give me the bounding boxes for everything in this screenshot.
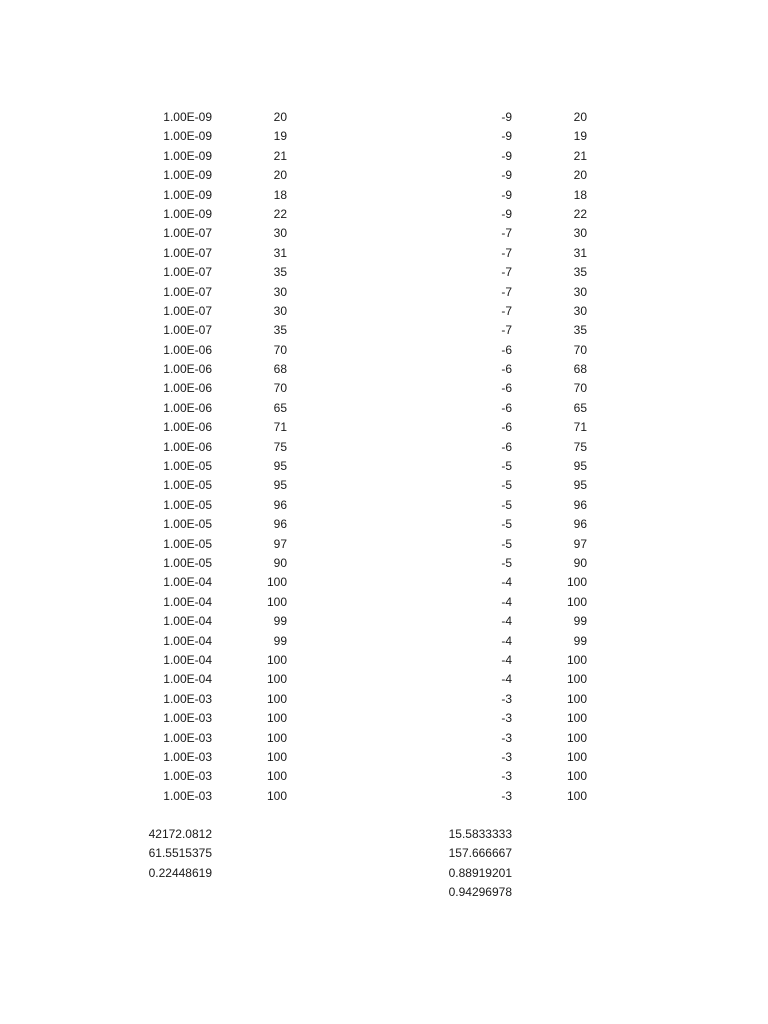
- log-concentration-column: [460, 108, 512, 806]
- response-a-cell[interactable]: 18: [273, 187, 287, 202]
- response-a-cell[interactable]: 31: [273, 245, 287, 260]
- log-concentration-cell[interactable]: -9: [501, 168, 512, 183]
- response-b-cell[interactable]: 96: [573, 497, 587, 512]
- concentration-cell[interactable]: 1.00E-05: [163, 459, 212, 474]
- log-concentration-cell[interactable]: -4: [501, 575, 512, 590]
- log-concentration-cell[interactable]: -5: [501, 555, 512, 570]
- response-a-cell[interactable]: 30: [273, 284, 287, 299]
- concentration-cell[interactable]: 1.00E-05: [163, 478, 212, 493]
- concentration-cell[interactable]: 1.00E-07: [163, 245, 212, 260]
- response-a-cell[interactable]: 99: [273, 614, 287, 629]
- response-a-cell[interactable]: 19: [273, 129, 287, 144]
- stats-right-cell[interactable]: 15.5833333: [448, 827, 512, 841]
- log-concentration-cell[interactable]: -7: [501, 303, 512, 318]
- response-b-cell[interactable]: 20: [573, 110, 587, 124]
- response-b-cell[interactable]: 30: [573, 284, 587, 299]
- stats-left-block: [120, 825, 212, 883]
- concentration-column: [130, 108, 212, 806]
- stats-left-cell[interactable]: 42172.0812: [148, 827, 212, 841]
- response-b-cell[interactable]: 95: [573, 459, 587, 474]
- response-a-cell[interactable]: 65: [273, 400, 287, 415]
- response-b-cell[interactable]: 19: [573, 129, 587, 144]
- response-b-cell[interactable]: 100: [566, 672, 587, 687]
- concentration-cell[interactable]: 1.00E-04: [163, 575, 212, 590]
- response-b-cell[interactable]: 100: [566, 730, 587, 745]
- stats-right-cell[interactable]: 0.94296978: [448, 885, 512, 900]
- response-a-cell[interactable]: 90: [273, 555, 287, 570]
- response-a-cell[interactable]: 100: [266, 575, 287, 590]
- log-concentration-cell[interactable]: -7: [501, 226, 512, 241]
- concentration-cell[interactable]: 1.00E-07: [163, 226, 212, 241]
- response-b-cell[interactable]: 100: [566, 788, 587, 803]
- stats-right-cell[interactable]: 157.666667: [448, 846, 512, 861]
- log-concentration-cell[interactable]: -9: [501, 187, 512, 202]
- log-concentration-cell[interactable]: -4: [501, 633, 512, 648]
- response-b-cell[interactable]: 100: [566, 652, 587, 667]
- response-b-cell[interactable]: 18: [573, 187, 587, 202]
- concentration-cell[interactable]: 1.00E-07: [163, 284, 212, 299]
- concentration-cell[interactable]: 1.00E-09: [163, 129, 212, 144]
- log-concentration-cell[interactable]: -7: [501, 284, 512, 299]
- log-concentration-cell[interactable]: -3: [501, 711, 512, 726]
- concentration-cell[interactable]: 1.00E-04: [163, 652, 212, 667]
- log-concentration-cell[interactable]: -6: [501, 342, 512, 357]
- concentration-cell[interactable]: 1.00E-04: [163, 594, 212, 609]
- response-b-cell[interactable]: 30: [573, 303, 587, 318]
- log-concentration-cell[interactable]: -6: [501, 362, 512, 377]
- concentration-cell[interactable]: 1.00E-06: [163, 439, 212, 454]
- concentration-cell[interactable]: 1.00E-03: [163, 769, 212, 784]
- log-concentration-cell[interactable]: -3: [501, 749, 512, 764]
- response-b-cell[interactable]: 22: [573, 206, 587, 221]
- log-concentration-cell[interactable]: -9: [501, 148, 512, 163]
- log-concentration-cell[interactable]: -5: [501, 459, 512, 474]
- log-concentration-cell[interactable]: -9: [501, 206, 512, 221]
- log-concentration-cell[interactable]: -7: [501, 245, 512, 260]
- response-b-cell[interactable]: 96: [573, 517, 587, 532]
- stats-right-block: [420, 825, 512, 903]
- response-b-cell[interactable]: 68: [573, 362, 587, 377]
- concentration-cell[interactable]: 1.00E-07: [163, 323, 212, 338]
- response-b-cell[interactable]: 35: [573, 323, 587, 338]
- stats-left-cell[interactable]: 61.5515375: [148, 846, 212, 861]
- concentration-cell[interactable]: 1.00E-03: [163, 711, 212, 726]
- concentration-cell[interactable]: 1.00E-04: [163, 633, 212, 648]
- response-b-cell[interactable]: 35: [573, 265, 587, 280]
- response-a-cell[interactable]: 100: [266, 652, 287, 667]
- log-concentration-cell[interactable]: -6: [501, 439, 512, 454]
- concentration-cell[interactable]: 1.00E-09: [163, 187, 212, 202]
- response-b-cell[interactable]: 70: [573, 381, 587, 396]
- response-b-cell[interactable]: 90: [573, 555, 587, 570]
- log-concentration-cell[interactable]: -7: [501, 323, 512, 338]
- response-b-cell[interactable]: 95: [573, 478, 587, 493]
- concentration-cell[interactable]: 1.00E-06: [163, 420, 212, 435]
- log-concentration-cell[interactable]: -3: [501, 691, 512, 706]
- concentration-cell[interactable]: 1.00E-06: [163, 381, 212, 396]
- response-a-cell[interactable]: 70: [273, 342, 287, 357]
- log-concentration-cell[interactable]: -6: [501, 400, 512, 415]
- response-b-cell[interactable]: 99: [573, 633, 587, 648]
- concentration-cell[interactable]: 1.00E-05: [163, 555, 212, 570]
- log-concentration-cell[interactable]: -3: [501, 788, 512, 803]
- concentration-cell[interactable]: 1.00E-07: [163, 303, 212, 318]
- concentration-cell[interactable]: 1.00E-09: [163, 110, 212, 124]
- response-a-cell[interactable]: 100: [266, 769, 287, 784]
- response-a-cell[interactable]: 95: [273, 459, 287, 474]
- log-concentration-cell[interactable]: -3: [501, 769, 512, 784]
- response-b-cell[interactable]: 70: [573, 342, 587, 357]
- response-b-cell[interactable]: 71: [573, 420, 587, 435]
- response-a-cell[interactable]: 100: [266, 749, 287, 764]
- concentration-cell[interactable]: 1.00E-06: [163, 362, 212, 377]
- log-concentration-cell[interactable]: -5: [501, 478, 512, 493]
- response-b-column: [530, 108, 587, 806]
- concentration-cell[interactable]: 1.00E-05: [163, 497, 212, 512]
- response-b-cell[interactable]: 20: [573, 168, 587, 183]
- log-concentration-cell[interactable]: -3: [501, 730, 512, 745]
- response-b-cell[interactable]: 100: [566, 711, 587, 726]
- response-b-cell[interactable]: 65: [573, 400, 587, 415]
- concentration-cell[interactable]: 1.00E-05: [163, 536, 212, 551]
- concentration-cell[interactable]: 1.00E-04: [163, 614, 212, 629]
- response-b-cell[interactable]: 30: [573, 226, 587, 241]
- log-concentration-cell[interactable]: -6: [501, 420, 512, 435]
- response-a-cell[interactable]: 99: [273, 633, 287, 648]
- response-a-cell[interactable]: 100: [266, 594, 287, 609]
- response-a-cell[interactable]: 20: [273, 110, 287, 124]
- concentration-cell[interactable]: 1.00E-06: [163, 400, 212, 415]
- response-a-cell[interactable]: 70: [273, 381, 287, 396]
- concentration-cell[interactable]: 1.00E-03: [163, 749, 212, 764]
- concentration-cell[interactable]: 1.00E-09: [163, 148, 212, 163]
- response-a-cell[interactable]: 96: [273, 517, 287, 532]
- response-a-cell[interactable]: 30: [273, 303, 287, 318]
- log-concentration-cell[interactable]: -7: [501, 265, 512, 280]
- concentration-cell[interactable]: 1.00E-09: [163, 168, 212, 183]
- response-a-cell[interactable]: 75: [273, 439, 287, 454]
- response-a-cell[interactable]: 96: [273, 497, 287, 512]
- response-b-cell[interactable]: 31: [573, 245, 587, 260]
- log-concentration-cell[interactable]: -5: [501, 497, 512, 512]
- concentration-cell[interactable]: 1.00E-04: [163, 672, 212, 687]
- stats-left-cell[interactable]: 0.22448619: [148, 865, 212, 880]
- response-b-cell[interactable]: 21: [573, 148, 587, 163]
- response-b-cell[interactable]: 100: [566, 575, 587, 590]
- response-b-cell[interactable]: 100: [566, 769, 587, 784]
- response-b-cell[interactable]: 75: [573, 439, 587, 454]
- log-concentration-cell[interactable]: -4: [501, 614, 512, 629]
- response-a-cell[interactable]: 100: [266, 691, 287, 706]
- response-a-cell[interactable]: 21: [273, 148, 287, 163]
- response-b-cell[interactable]: 100: [566, 749, 587, 764]
- response-a-cell[interactable]: 100: [266, 672, 287, 687]
- response-a-cell[interactable]: 100: [266, 711, 287, 726]
- log-concentration-cell[interactable]: -9: [501, 110, 512, 124]
- response-a-cell[interactable]: 95: [273, 478, 287, 493]
- log-concentration-cell[interactable]: -5: [501, 536, 512, 551]
- concentration-cell[interactable]: 1.00E-06: [163, 342, 212, 357]
- log-concentration-cell[interactable]: -5: [501, 517, 512, 532]
- concentration-cell[interactable]: 1.00E-07: [163, 265, 212, 280]
- concentration-cell[interactable]: 1.00E-09: [163, 206, 212, 221]
- log-concentration-cell[interactable]: -6: [501, 381, 512, 396]
- response-b-cell[interactable]: 97: [573, 536, 587, 551]
- log-concentration-cell[interactable]: -4: [501, 672, 512, 687]
- response-b-cell[interactable]: 100: [566, 594, 587, 609]
- concentration-cell[interactable]: 1.00E-03: [163, 788, 212, 803]
- concentration-cell[interactable]: 1.00E-03: [163, 691, 212, 706]
- concentration-cell[interactable]: 1.00E-05: [163, 517, 212, 532]
- response-a-column: [230, 108, 287, 806]
- response-a-cell[interactable]: 68: [273, 362, 287, 377]
- response-a-cell[interactable]: 97: [273, 536, 287, 551]
- stats-right-cell[interactable]: 0.88919201: [448, 865, 512, 880]
- response-a-cell[interactable]: 35: [273, 323, 287, 338]
- response-b-cell[interactable]: 99: [573, 614, 587, 629]
- response-a-cell[interactable]: 20: [273, 168, 287, 183]
- log-concentration-cell[interactable]: -4: [501, 652, 512, 667]
- response-a-cell[interactable]: 100: [266, 788, 287, 803]
- response-a-cell[interactable]: 35: [273, 265, 287, 280]
- response-a-cell[interactable]: 71: [273, 420, 287, 435]
- concentration-cell[interactable]: 1.00E-03: [163, 730, 212, 745]
- response-b-cell[interactable]: 100: [566, 691, 587, 706]
- response-a-cell[interactable]: 22: [273, 206, 287, 221]
- response-a-cell[interactable]: 100: [266, 730, 287, 745]
- log-concentration-cell[interactable]: -4: [501, 594, 512, 609]
- log-concentration-cell[interactable]: -9: [501, 129, 512, 144]
- response-a-cell[interactable]: 30: [273, 226, 287, 241]
